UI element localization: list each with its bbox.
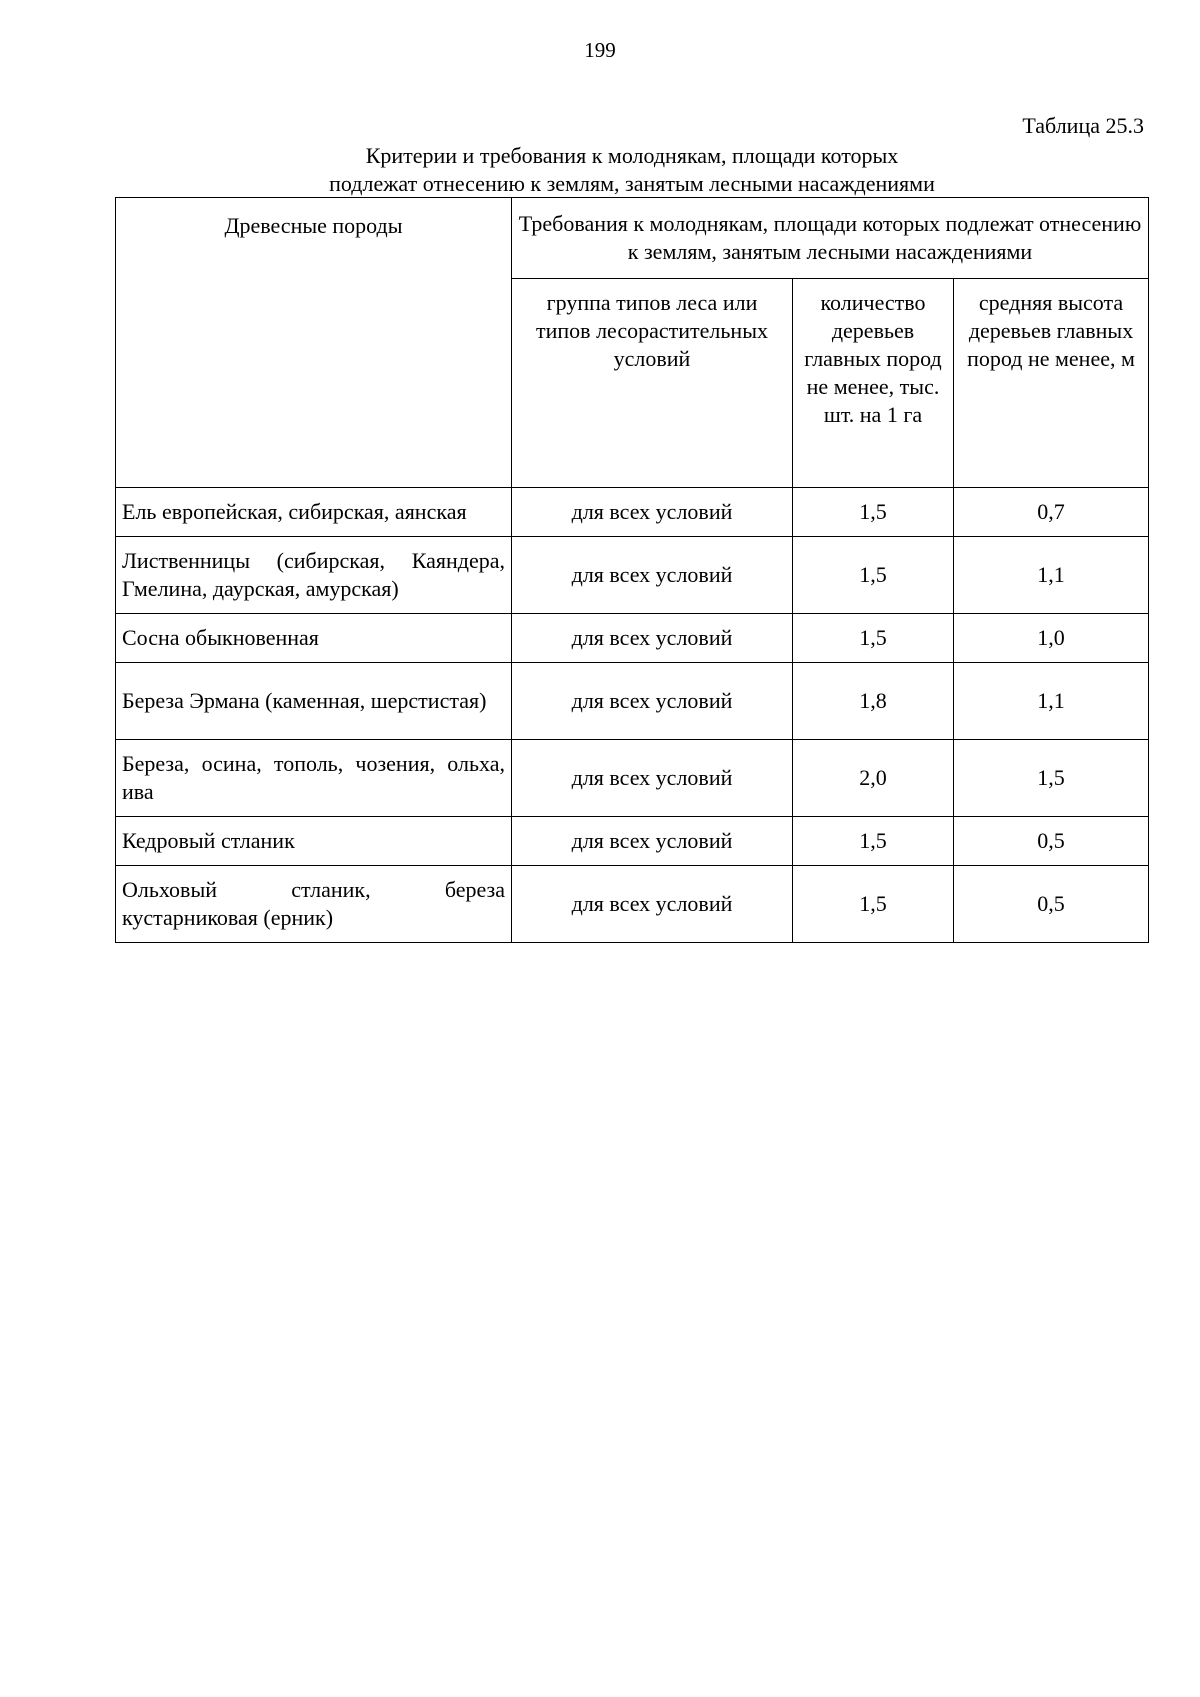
count-cell: 2,0: [793, 740, 954, 817]
species-cell: Кедровый стланик: [116, 817, 512, 866]
header-requirements: Требования к молоднякам, площади которых подлежат отнесению к землям, занятым лесными насаждениями: [512, 198, 1149, 279]
height-cell: 1,0: [954, 614, 1149, 663]
header-forest-type: группа типов леса или типов лесорастительных условий: [512, 278, 793, 487]
condition-cell: для всех условий: [512, 537, 793, 614]
table-row: [116, 614, 1149, 663]
height-cell: 0,5: [954, 817, 1149, 866]
height-cell: 0,7: [954, 488, 1149, 537]
table-row: [116, 817, 1149, 866]
species-cell: Ель европейская, сибирская, аянская: [116, 488, 512, 537]
species-cell: Ольховый стланик, береза кустарниковая (ерник): [116, 866, 512, 943]
table-title: [0, 142, 1200, 198]
count-cell: 1,5: [793, 614, 954, 663]
page-number: 199: [584, 38, 616, 62]
table-row: [116, 866, 1149, 943]
table-title-line-1: Критерии и требования к молоднякам, площади которых: [365, 143, 899, 168]
count-cell: 1,8: [793, 663, 954, 740]
table-label: Таблица 25.3: [1022, 113, 1144, 138]
header-row: [116, 198, 1149, 279]
height-cell: 1,1: [954, 663, 1149, 740]
table-row: [116, 740, 1149, 817]
table-row: [116, 488, 1149, 537]
header-tree-count: количество деревьев главных пород не менее, тыс. шт. на 1 га: [793, 278, 954, 487]
species-cell: Лиственницы (сибирская, Каяндера, Гмелина, даурская, амурская): [116, 537, 512, 614]
condition-cell: для всех условий: [512, 817, 793, 866]
species-cell: Сосна обыкновенная: [116, 614, 512, 663]
condition-cell: для всех условий: [512, 663, 793, 740]
table-title-line-2: подлежат отнесению к землям, занятым лесными насаждениями: [329, 171, 935, 196]
height-cell: 0,5: [954, 866, 1149, 943]
species-cell: Береза Эрмана (каменная, шерстистая): [116, 663, 512, 740]
condition-cell: для всех условий: [512, 488, 793, 537]
header-avg-height: средняя высота деревьев главных пород не менее, м: [954, 278, 1149, 487]
condition-cell: для всех условий: [512, 866, 793, 943]
species-cell: Береза, осина, тополь, чозения, ольха, ива: [116, 740, 512, 817]
count-cell: 1,5: [793, 866, 954, 943]
height-cell: 1,5: [954, 740, 1149, 817]
count-cell: 1,5: [793, 537, 954, 614]
table-row: [116, 663, 1149, 740]
criteria-table: [115, 197, 1149, 943]
height-cell: 1,1: [954, 537, 1149, 614]
count-cell: 1,5: [793, 817, 954, 866]
count-cell: 1,5: [793, 488, 954, 537]
condition-cell: для всех условий: [512, 740, 793, 817]
condition-cell: для всех условий: [512, 614, 793, 663]
header-species: Древесные породы: [116, 198, 512, 488]
table-row: [116, 537, 1149, 614]
